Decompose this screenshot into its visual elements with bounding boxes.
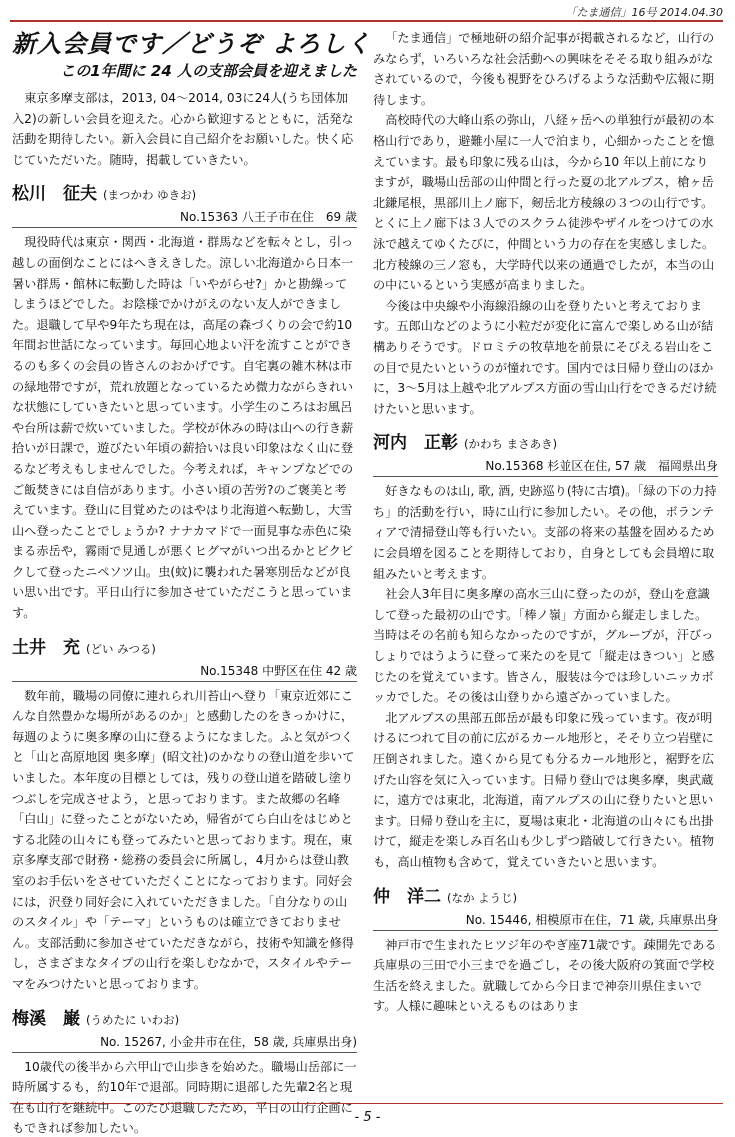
member-entry-matsukawa — [12, 182, 357, 623]
member-info: No. 15267, 小金井市在住，58 歳, 兵庫県出身) — [12, 1032, 357, 1053]
member-reading: (かわち まさあき) — [464, 437, 558, 452]
member-info: No. 15446, 相模原市在住，71 歳, 兵庫県出身 — [373, 910, 718, 931]
member-reading: (うめたに いわお) — [86, 1012, 180, 1027]
footer-divider — [10, 1103, 723, 1104]
article-subtitle: この1年間に 24 人の支部会員を迎えました — [60, 62, 357, 80]
member-name — [12, 636, 357, 661]
member-reading: (まつかわ ゆきお) — [103, 188, 197, 203]
member-paragraph: 「たま通信」で極地研の紹介記事が掲載されるなど，山行のみならず，いろいろな社会活動への興味をそそる取り組みがなされているので，今後も視野をひろげるような活動や広報に期待します。 — [373, 31, 715, 107]
member-paragraph: 社会人3年目に奥多摩の高水三山に登ったのが，登山を意識して登った最初の山です。「棒ノ嶺」方面から縦走しました。当時はその名前も知らなかったのですが，グループが，汗びっしょりではうように登って来たのを見て「縦走はきつい」と感じたのを覚えています。皆さん，服装は今では珍しいニッカボッカでした。その後は山登りから遠ざかっていました。 — [373, 587, 715, 705]
article-title: 新入会員です／どうぞ よろしく — [12, 30, 372, 58]
right-column — [373, 28, 718, 1029]
member-info: No.15363 八王子市在住 69 歳 — [12, 207, 357, 228]
member-paragraph: 今後は中央線や小海線沿線の山を登りたいと考えております。五郎山などのように小粒だが変化に富んで楽しめる山が結構ありそうです。ドロミテの牧草地を前景にそびえる岩山をこの目で見たいというのが憧れです。国内では日帰り登山のほかに，3～5月は上越や北アルプス方面の雪山山行をできるだけ続けたいと思います。 — [373, 298, 717, 416]
left-column — [12, 28, 372, 1137]
member-name-text: 土井 充 — [12, 637, 80, 658]
member-reading: (なか ようじ) — [447, 890, 518, 905]
member-paragraph: 高校時代の大峰山系の弥山，八経ヶ岳への単独行が最初の本格山行であり，避難小屋に一人で泊まり，心細かったことを憶えています。最も印象に残る山は，今から10 年以上前になりますが，職場山岳部の山仲間と行った夏の北アルプス，槍ヶ岳北鎌尾根，黒部川上ノ廊下，剱岳北方稜線の３つの山行です。とくに上ノ廊下は３人でのスクラム徒渉やザイルをつけての水泳で越えてゆくたびに，仲間という力の存在を実感しました。北方稜線の三ノ窓も，大学時代以来の通過でしたが，本当の山の中にいるという実感が高まりました。 — [373, 113, 715, 293]
member-reading: (どい みつる) — [86, 641, 156, 656]
member-info: No.15348 中野区在住 42 歳 — [12, 661, 357, 682]
member-name — [12, 1007, 357, 1032]
member-name-text: 梅溪 巌 — [12, 1008, 80, 1029]
member-entry-naka — [373, 885, 718, 1017]
member-paragraph: 現役時代は東京・関西・北海道・群馬などを転々とし，引っ越しの面倒なことにはへきえきした。涼しい北海道から日本一暑い群馬・館林に転勤した時は「いやがらせ?」かと勘繰ってしまうほどでした。お陰様でかけがえのない友人ができました。退職して早や9年たち現在は，高尾の森づくりの会で約10年間お世話になっています。毎回心地よい汗を流すことができるのも多くの会員の皆さんのおかげです。自宅裏の雑木林は市の緑地帯ですが，荒れ放題となっているため微力ながらきれいな状態にしていきたいと思っています。小学生のころはお風呂や台所は薪で炊いていました。学校が休みの時は山への行き薪拾いが日課で，遊びたい年頃の薪拾いは良い印象はなく山に登るなど考えもしませんでした。今考えれば，キャンプなどでのご飯焚きには自信があります。小さい頃の苦労?のご褒美と考えています。登山に目覚めたのはやはり北海道へ転勤し，大雪山へ登ったことでしょうか? ナナカマドで一面見事な赤色に染まる赤岳や，霧雨で見通しが悪くヒグマがいつ出るかとビクビクして登ったニペソツ山。虫(蚊)に襲われた暑寒別岳などが良い思い出です。平日山行に参加させていただこうと思っています。 — [12, 235, 354, 621]
issue-header: 「たま通信」16号 2014.04.30 — [565, 6, 723, 19]
member-paragraph: 好きなものは山, 歌, 酒, 史跡巡り(特に古墳)。「緑の下の力持ち」的活動を行い，時に山行に参加したい。その他，ボランティアで清掃登山等も行いたい。支部の将来の基盤を固めるために会員増を図ることを期待しており，自身としても会員増に取組みたいと考えます。 — [373, 484, 717, 581]
page-number: - 5 - — [354, 1110, 381, 1125]
member-info: No.15368 杉並区在住, 57 歳 福岡県出身 — [373, 456, 718, 477]
member-name-text: 河内 正彰 — [373, 433, 458, 454]
member-name — [373, 431, 718, 456]
member-paragraph: 神戸市で生まれたヒツジ年のやぎ座71歳です。疎開先である兵庫県の三田で小三までを過ごし，その後大阪府の箕面で学校生活を終えました。就職してから今日まで神奈川県住まいです。人様に趣味といえるものはありま — [373, 937, 717, 1014]
member-entry-kawachi — [373, 431, 718, 872]
member-name-text: 仲 洋二 — [373, 886, 441, 907]
header-divider — [10, 20, 723, 22]
member-name — [373, 885, 718, 910]
member-entry-doi — [12, 636, 357, 995]
member-name-text: 松川 征夫 — [12, 184, 97, 205]
member-name — [12, 182, 357, 207]
article-intro: 東京多摩支部は，2013, 04～2014, 03に24人(うち団体加入2)の新しい会員を迎えた。心から歓迎するとともに，活発な活動を期待したい。新入会員に自己紹介をお願いした。快く応じていただいた。随時，掲載していきたい。 — [12, 91, 354, 167]
member-paragraph: 数年前，職場の同僚に連れられ川苔山へ登り「東京近郊にこんな自然豊かな場所があるのか」と感動したのをきっかけに，毎週のように奥多摩の山に登るようになました。ふと気がつくと「山と高原地図 奥多摩」(昭文社)のかなりの登山道を歩いていました。本年度の目標としては，残りの登山道を踏破し塗りつぶしを完成させよう，と思っております。また故郷の名峰「白山」に登ったことがないため，帰省がてら白山をはじめとする北陸の山々にも登ってみたいと思っております。現在，東京多摩支部で財務・総務の委員会に所属し，4月からは登山教室のお手伝いをさせていただくことになっております。同好会には，沢登り同好会に入れていただきました。「自分なりの山のスタイル」や「テーマ」というものは確立できておりません。支部活動に参加させていただきながら，技術や知識を修得し，さまざまなタイプの山行を楽しむなかで，スタイルやテーマをみつけたいと思っております。 — [12, 688, 355, 991]
member-paragraph: 10歳代の後半から六甲山で山歩きを始めた。職場山岳部に一時所属するも，約10年で退部。同時期に退部した先輩2名と現在も山行を継続中。このたび退職したため，平日の山行企画にもできれば参加したい。 — [12, 1059, 357, 1136]
member-paragraph: 北アルプスの黒部五郎岳が最も印象に残っています。夜が明けるにつれて目の前に広がるカール地形と，そそり立つ岩壁に圧倒されました。遠くから見ても分るカール地形と，裾野を広げた山容を気に入っています。日帰り登山では奥多摩，奥武蔵に，遠方では東北，北海道，南アルプスの山に登りたいと思います。日帰り登山を主に，夏場は東北・北海道の山々にも出掛けて，縦走を楽しみ百名山も少しずつ踏破して行きたい。植物も，高山植物も含めて，覚えていきたいと思います。 — [373, 710, 715, 869]
